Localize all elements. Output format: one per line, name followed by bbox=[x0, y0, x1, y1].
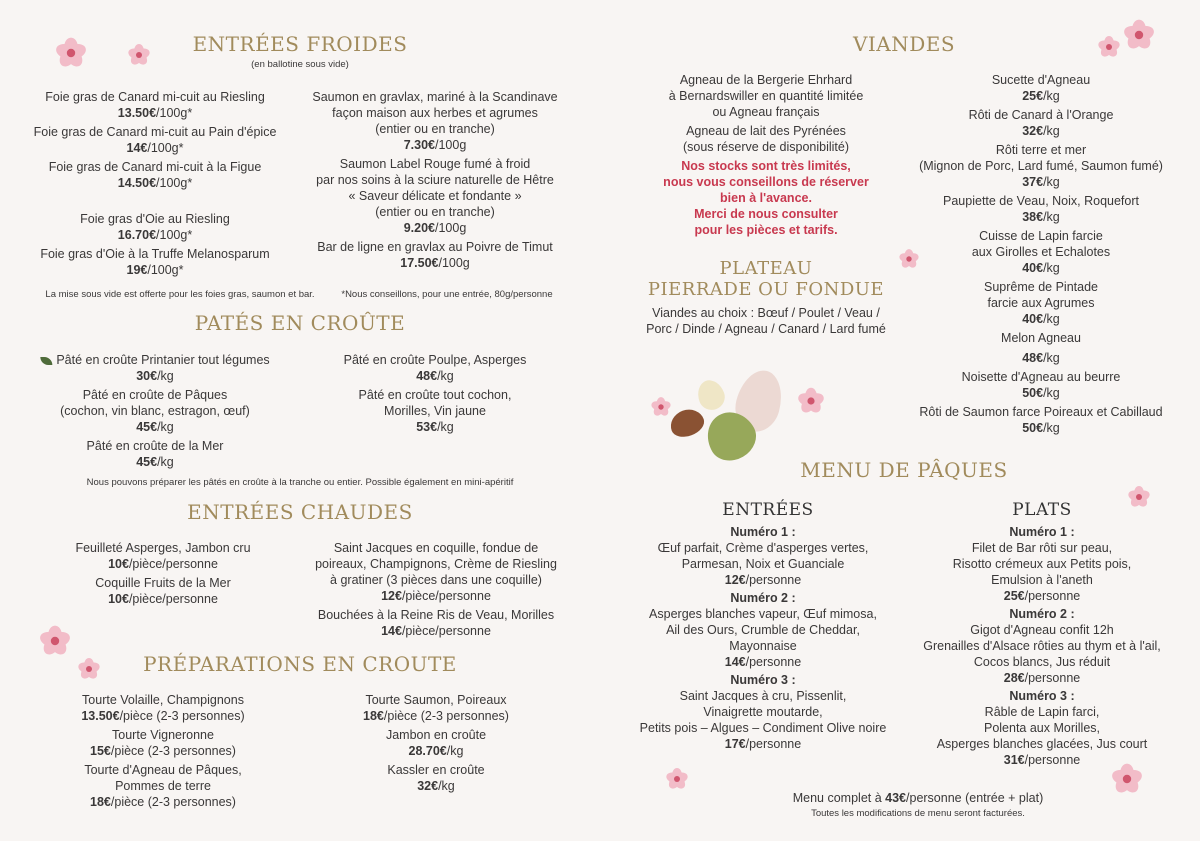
preparations-right bbox=[363, 692, 509, 797]
menu-item bbox=[40, 387, 269, 435]
paques-entrees-title: ENTRÉES bbox=[722, 500, 814, 520]
item-price bbox=[640, 736, 887, 752]
item-price bbox=[315, 588, 557, 604]
item-name: à Bernardswiller en quantité limitée bbox=[668, 89, 864, 103]
item-name: Pâté en croûte Poulpe, Asperges bbox=[343, 353, 527, 367]
item-price bbox=[344, 368, 527, 384]
chaudes-right bbox=[315, 540, 557, 642]
price-amount: 13.50€ bbox=[81, 709, 120, 723]
item-name: (sous réserve de disponibilité) bbox=[682, 140, 850, 154]
warning-line: pour les pièces et tarifs. bbox=[694, 223, 838, 237]
item-price bbox=[34, 262, 277, 278]
price-amount: 30€ bbox=[136, 369, 158, 383]
item-name: Foie gras d'Oie à la Truffe Melanosparum bbox=[40, 247, 270, 261]
pates-left bbox=[40, 352, 269, 473]
entrees-froides-subtitle: (en ballotine sous vide) bbox=[251, 59, 349, 70]
item-name: Feuilleté Asperges, Jambon cru bbox=[75, 541, 251, 555]
item-price bbox=[40, 368, 269, 384]
price-unit: /pièce/personne bbox=[401, 589, 491, 603]
price-unit: /kg bbox=[1043, 312, 1060, 326]
item-price bbox=[344, 419, 527, 435]
chaudes-left bbox=[75, 540, 250, 610]
flower-icon bbox=[1128, 486, 1150, 508]
item-name: (entier ou en tranche) bbox=[375, 205, 495, 219]
item-name: Foie gras de Canard mi-cuit au Pain d'épice bbox=[33, 125, 277, 139]
menu-complet bbox=[793, 790, 1044, 806]
item-price bbox=[312, 255, 557, 271]
item-name: ou Agneau français bbox=[712, 105, 820, 119]
item-name: Tourte Vigneronne bbox=[112, 728, 214, 742]
price-unit: /100g* bbox=[156, 176, 193, 190]
item-name: Rôti de Canard à l'Orange bbox=[968, 108, 1114, 122]
item-price bbox=[919, 174, 1163, 190]
price-amount: 12€ bbox=[381, 589, 402, 603]
menu-item bbox=[640, 524, 887, 588]
price-amount: 14€ bbox=[126, 141, 148, 155]
item-name: Pâté en croûte Printanier tout légumes bbox=[40, 352, 269, 368]
paques-plats-title: PLATS bbox=[1012, 500, 1072, 520]
item-name: Jambon en croûte bbox=[385, 728, 487, 742]
item-price bbox=[919, 385, 1163, 401]
price-unit: /kg bbox=[1043, 351, 1060, 365]
item-name: Coquille Fruits de la Mer bbox=[95, 576, 231, 590]
menu-item bbox=[312, 239, 557, 271]
item-name: Rôti de Saumon farce Poireaux et Cabillaud bbox=[919, 405, 1163, 419]
item-price bbox=[40, 454, 269, 470]
item-number: Numéro 3 : bbox=[730, 673, 796, 687]
price-amount: 50€ bbox=[1022, 421, 1044, 435]
menu-item bbox=[363, 727, 509, 759]
flower-icon bbox=[798, 388, 824, 414]
menu-complet-price: 43€ bbox=[885, 791, 907, 805]
price-unit: /personne bbox=[745, 573, 802, 587]
menu-item bbox=[312, 89, 557, 153]
price-unit: /100g* bbox=[147, 141, 184, 155]
leaf-icon bbox=[40, 357, 52, 365]
menu-complet-label: Menu complet à bbox=[792, 791, 886, 805]
price-unit: /kg bbox=[157, 369, 174, 383]
item-name: Risotto crémeux aux Petits pois, bbox=[952, 557, 1132, 571]
menu-item bbox=[919, 107, 1163, 139]
item-price bbox=[923, 588, 1161, 604]
item-name: Asperges blanches glacées, Jus court bbox=[936, 737, 1148, 751]
item-number: Numéro 1 : bbox=[1009, 525, 1075, 539]
item-price bbox=[363, 743, 509, 759]
menu-item bbox=[344, 387, 527, 435]
menu-item bbox=[923, 606, 1161, 686]
flower-icon bbox=[651, 397, 671, 417]
menu-item bbox=[640, 672, 887, 752]
section-title-pates: PATÉS EN CROÛTE bbox=[194, 311, 406, 335]
item-name: Tourte d'Agneau de Pâques, bbox=[84, 763, 242, 777]
item-price bbox=[919, 88, 1163, 104]
item-name: Râble de Lapin farci, bbox=[984, 705, 1100, 719]
price-unit: /pièce (2-3 personnes) bbox=[110, 795, 236, 809]
price-amount: 28.70€ bbox=[408, 744, 447, 758]
flower-icon bbox=[666, 768, 688, 790]
menu-item bbox=[75, 575, 250, 607]
price-unit: /100g bbox=[438, 256, 470, 270]
price-amount: 38€ bbox=[1022, 210, 1044, 224]
menu-note: Toutes les modifications de menu seront facturées. bbox=[811, 808, 1025, 819]
item-price bbox=[40, 419, 269, 435]
item-name: Pâté en croûte tout cochon, bbox=[358, 388, 512, 402]
item-price bbox=[34, 105, 277, 121]
price-amount: 17€ bbox=[724, 737, 746, 751]
price-amount: 40€ bbox=[1022, 261, 1044, 275]
price-unit: /personne bbox=[745, 655, 802, 669]
item-name: Suprême de Pintade bbox=[984, 280, 1098, 294]
item-price bbox=[363, 778, 509, 794]
flower-icon bbox=[56, 38, 87, 69]
note-sous-vide: La mise sous vide est offerte pour les foies gras, saumon et bar. bbox=[45, 289, 315, 300]
item-name: Cocos blancs, Jus réduit bbox=[973, 655, 1111, 669]
plateau-title-line: PLATEAU bbox=[719, 258, 813, 279]
egg-chocolate-icon bbox=[667, 405, 708, 441]
item-name: Saint Jacques à cru, Pissenlit, bbox=[679, 689, 847, 703]
item-name: Grenailles d'Alsace rôties au thym et à l'ail, bbox=[923, 639, 1161, 653]
menu-item bbox=[919, 330, 1163, 366]
item-name: Cuisse de Lapin farcie bbox=[979, 229, 1103, 243]
item-name: Foie gras d'Oie au Riesling bbox=[80, 212, 230, 226]
item-price bbox=[312, 220, 557, 236]
item-name: Gigot d'Agneau confit 12h bbox=[970, 623, 1114, 637]
menu-item bbox=[363, 762, 509, 794]
warning-line: nous vous conseillons de réserver bbox=[663, 175, 869, 189]
item-price bbox=[81, 794, 244, 810]
price-amount: 31€ bbox=[1003, 753, 1025, 767]
entrees-froides-right bbox=[312, 89, 557, 274]
item-price bbox=[919, 260, 1163, 276]
section-title-preparations: PRÉPARATIONS EN CROUTE bbox=[143, 652, 457, 676]
item-price bbox=[312, 137, 557, 153]
paques-plats bbox=[923, 524, 1161, 770]
item-name: Rôti terre et mer bbox=[995, 143, 1087, 157]
price-amount: 32€ bbox=[1022, 124, 1044, 138]
price-amount: 14€ bbox=[724, 655, 746, 669]
price-unit: /100g* bbox=[156, 106, 193, 120]
menu-item bbox=[919, 228, 1163, 276]
viandes-agneau-info bbox=[663, 72, 869, 155]
price-unit: /kg bbox=[437, 420, 454, 434]
price-unit: /100g* bbox=[147, 263, 184, 277]
section-title-menu-paques: MENU DE PÂQUES bbox=[800, 458, 1008, 482]
price-unit: /kg bbox=[157, 420, 174, 434]
item-price bbox=[81, 743, 244, 759]
menu-item bbox=[40, 352, 269, 384]
price-amount: 16.70€ bbox=[117, 228, 157, 242]
item-name: Sucette d'Agneau bbox=[991, 73, 1091, 87]
item-number: Numéro 2 : bbox=[1009, 607, 1075, 621]
price-unit: /personne bbox=[1024, 589, 1081, 603]
item-price bbox=[919, 123, 1163, 139]
price-amount: 25€ bbox=[1003, 589, 1025, 603]
menu-item bbox=[919, 404, 1163, 436]
item-name: Morilles, Vin jaune bbox=[384, 404, 486, 418]
menu-item bbox=[312, 156, 557, 236]
menu-item bbox=[34, 124, 277, 156]
price-amount: 14€ bbox=[381, 624, 402, 638]
item-name: Polenta aux Morilles, bbox=[983, 721, 1101, 735]
flower-icon bbox=[78, 658, 100, 680]
item-name: aux Girolles et Echalotes bbox=[971, 245, 1111, 259]
section-title-entrees-froides: ENTRÉES FROIDES bbox=[192, 32, 408, 56]
viandes-left bbox=[663, 72, 869, 238]
menu-item bbox=[344, 352, 527, 384]
item-price bbox=[363, 708, 509, 724]
price-amount: 15€ bbox=[90, 744, 111, 758]
menu-item bbox=[81, 692, 244, 724]
item-name: (Mignon de Porc, Lard fumé, Saumon fumé) bbox=[919, 159, 1163, 173]
price-unit: /pièce (2-3 personnes) bbox=[119, 709, 245, 723]
item-name: Agneau de la Bergerie Ehrhard bbox=[679, 73, 853, 87]
menu-item bbox=[919, 193, 1163, 225]
price-amount: 9.20€ bbox=[403, 221, 435, 235]
price-amount: 19€ bbox=[126, 263, 148, 277]
plateau-description bbox=[646, 305, 886, 337]
item-name: Pommes de terre bbox=[115, 779, 211, 793]
item-name: Pâté en croûte de Pâques bbox=[82, 388, 228, 402]
price-amount: 53€ bbox=[416, 420, 438, 434]
price-unit: /kg bbox=[438, 779, 455, 793]
price-unit: /kg bbox=[1043, 175, 1060, 189]
menu-complet-unit: /personne (entrée + plat) bbox=[906, 791, 1044, 805]
menu-item bbox=[919, 369, 1163, 401]
price-amount: 10€ bbox=[108, 592, 129, 606]
menu-item bbox=[663, 72, 869, 120]
warning-line: Merci de nous consulter bbox=[694, 207, 838, 221]
pates-note: Nous pouvons préparer les pâtés en croûte à la tranche ou entier. Possible également en mini-apéritif bbox=[86, 477, 514, 488]
price-amount: 13.50€ bbox=[117, 106, 157, 120]
price-amount: 28€ bbox=[1003, 671, 1025, 685]
menu-item bbox=[363, 692, 509, 724]
price-amount: 48€ bbox=[1022, 351, 1044, 365]
item-name: Œuf parfait, Crème d'asperges vertes, bbox=[657, 541, 869, 555]
item-name: Mayonnaise bbox=[729, 639, 797, 653]
flower-icon bbox=[1112, 764, 1143, 795]
price-amount: 17.50€ bbox=[400, 256, 439, 270]
price-unit: /kg bbox=[1043, 386, 1060, 400]
item-name: Saint Jacques en coquille, fondue de bbox=[333, 541, 539, 555]
item-price bbox=[923, 670, 1161, 686]
item-name: par nos soins à la sciure naturelle de Hêtre bbox=[316, 173, 554, 187]
price-unit: /personne bbox=[1024, 671, 1081, 685]
flower-icon bbox=[1098, 36, 1120, 58]
price-amount: 12€ bbox=[724, 573, 746, 587]
item-name: Agneau de lait des Pyrénées bbox=[686, 124, 846, 138]
item-name: Melon Agneau bbox=[1001, 331, 1081, 345]
preparations-left bbox=[81, 692, 244, 813]
price-unit: /kg bbox=[1043, 124, 1060, 138]
item-number: Numéro 3 : bbox=[1009, 689, 1075, 703]
item-name: Ail des Ours, Crumble de Cheddar, bbox=[666, 623, 860, 637]
price-unit: /pièce (2-3 personnes) bbox=[110, 744, 236, 758]
item-price bbox=[34, 227, 277, 243]
item-name: façon maison aux herbes et agrumes bbox=[332, 106, 538, 120]
menu-item bbox=[315, 607, 557, 639]
item-name: (cochon, vin blanc, estragon, œuf) bbox=[60, 404, 250, 418]
item-name: Paupiette de Veau, Noix, Roquefort bbox=[943, 194, 1139, 208]
item-price bbox=[640, 654, 887, 670]
item-name: Vinaigrette moutarde, bbox=[703, 705, 823, 719]
item-name: Foie gras de Canard mi-cuit à la Figue bbox=[48, 160, 262, 174]
item-name: Foie gras de Canard mi-cuit au Riesling bbox=[45, 90, 265, 104]
section-title-entrees-chaudes: ENTRÉES CHAUDES bbox=[187, 500, 413, 524]
menu-item bbox=[919, 279, 1163, 327]
note-portion: *Nous conseillons, pour une entrée, 80g/personne bbox=[341, 289, 553, 300]
price-unit: /100g bbox=[434, 138, 467, 152]
item-name: Tourte Saumon, Poireaux bbox=[365, 693, 507, 707]
price-amount: 14.50€ bbox=[117, 176, 157, 190]
flower-icon bbox=[128, 44, 150, 66]
price-unit: /kg bbox=[437, 369, 454, 383]
item-name: poireaux, Champignons, Crème de Riesling bbox=[315, 557, 557, 571]
menu-item bbox=[919, 142, 1163, 190]
item-price bbox=[919, 209, 1163, 225]
flower-icon bbox=[40, 626, 71, 657]
item-name: (entier ou en tranche) bbox=[375, 122, 495, 136]
item-price bbox=[640, 572, 887, 588]
pates-right bbox=[344, 352, 527, 438]
item-name: Bouchées à la Reine Ris de Veau, Morilles bbox=[317, 608, 555, 622]
menu-item bbox=[663, 123, 869, 155]
item-number: Numéro 1 : bbox=[730, 525, 796, 539]
item-name: « Saveur délicate et fondante » bbox=[348, 189, 522, 203]
price-unit: /kg bbox=[1043, 89, 1060, 103]
price-amount: 48€ bbox=[416, 369, 438, 383]
item-name: Bar de ligne en gravlax au Poivre de Timut bbox=[317, 240, 553, 254]
item-name: Noisette d'Agneau au beurre bbox=[961, 370, 1121, 384]
price-unit: /pièce (2-3 personnes) bbox=[383, 709, 509, 723]
menu-item bbox=[923, 688, 1161, 768]
item-name: Saumon en gravlax, mariné à la Scandinave bbox=[312, 90, 558, 104]
price-amount: 10€ bbox=[108, 557, 129, 571]
price-amount: 50€ bbox=[1022, 386, 1044, 400]
price-amount: 40€ bbox=[1022, 312, 1044, 326]
item-name: Pâté en croûte de la Mer bbox=[86, 439, 224, 453]
menu-item bbox=[919, 72, 1163, 104]
item-price bbox=[75, 556, 250, 572]
price-amount: 32€ bbox=[417, 779, 439, 793]
item-name: Tourte Volaille, Champignons bbox=[82, 693, 244, 707]
item-name: Asperges blanches vapeur, Œuf mimosa, bbox=[649, 607, 877, 621]
item-number: Numéro 2 : bbox=[730, 591, 796, 605]
item-name: Petits pois – Algues – Condiment Olive noire bbox=[639, 721, 887, 735]
plateau-title bbox=[648, 258, 884, 300]
price-unit: /100g bbox=[434, 221, 467, 235]
menu-item bbox=[923, 524, 1161, 604]
menu-item bbox=[81, 727, 244, 759]
item-name: à gratiner (3 pièces dans une coquille) bbox=[330, 573, 542, 587]
viandes-warning bbox=[663, 158, 869, 238]
price-unit: /kg bbox=[1043, 261, 1060, 275]
item-price bbox=[75, 591, 250, 607]
price-unit: /100g* bbox=[156, 228, 193, 242]
menu-item bbox=[640, 590, 887, 670]
menu-item bbox=[81, 762, 244, 810]
item-name: Emulsion à l'aneth bbox=[991, 573, 1093, 587]
item-price bbox=[315, 623, 557, 639]
item-price bbox=[919, 350, 1163, 366]
price-amount: 45€ bbox=[136, 420, 158, 434]
item-name: Kassler en croûte bbox=[387, 763, 485, 777]
menu-item bbox=[75, 540, 250, 572]
menu-item bbox=[34, 246, 277, 278]
price-amount: 7.30€ bbox=[403, 138, 435, 152]
menu-item bbox=[34, 89, 277, 121]
price-unit: /pièce/personne bbox=[401, 624, 491, 638]
price-unit: /kg bbox=[1043, 421, 1060, 435]
menu-item bbox=[34, 211, 277, 243]
item-price bbox=[34, 175, 277, 191]
price-unit: /kg bbox=[446, 744, 464, 758]
price-unit: /kg bbox=[1043, 210, 1060, 224]
price-unit: /kg bbox=[157, 455, 174, 469]
item-name: Filet de Bar rôti sur peau, bbox=[971, 541, 1113, 555]
plateau-line: Viandes au choix : Bœuf / Poulet / Veau / bbox=[652, 306, 880, 320]
item-price bbox=[919, 420, 1163, 436]
flower-icon bbox=[899, 249, 919, 269]
price-amount: 45€ bbox=[136, 455, 158, 469]
entrees-froides-left bbox=[34, 89, 277, 281]
price-amount: 18€ bbox=[90, 795, 111, 809]
price-unit: /personne bbox=[1024, 753, 1081, 767]
price-amount: 18€ bbox=[363, 709, 384, 723]
egg-white-icon bbox=[694, 376, 729, 413]
item-name: farcie aux Agrumes bbox=[987, 296, 1095, 310]
warning-line: Nos stocks sont très limités, bbox=[681, 159, 851, 173]
warning-line: bien à l'avance. bbox=[720, 191, 812, 205]
plateau-line: Porc / Dinde / Agneau / Canard / Lard fumé bbox=[646, 322, 886, 336]
item-name: Parmesan, Noix et Guanciale bbox=[681, 557, 845, 571]
section-title-viandes: VIANDES bbox=[852, 32, 956, 56]
plateau-title-line: PIERRADE OU FONDUE bbox=[647, 279, 885, 300]
viandes-right bbox=[919, 72, 1163, 439]
item-name: Saumon Label Rouge fumé à froid bbox=[339, 157, 531, 171]
menu-item bbox=[34, 159, 277, 191]
flower-icon bbox=[1124, 20, 1155, 51]
menu-item bbox=[40, 438, 269, 470]
price-unit: /personne bbox=[745, 737, 802, 751]
item-price bbox=[34, 140, 277, 156]
price-amount: 37€ bbox=[1022, 175, 1044, 189]
price-unit: /pièce/personne bbox=[128, 592, 218, 606]
menu-item bbox=[315, 540, 557, 604]
paques-entrees bbox=[640, 524, 887, 754]
price-amount: 25€ bbox=[1022, 89, 1044, 103]
price-unit: /pièce/personne bbox=[128, 557, 218, 571]
item-price bbox=[81, 708, 244, 724]
item-price bbox=[919, 311, 1163, 327]
